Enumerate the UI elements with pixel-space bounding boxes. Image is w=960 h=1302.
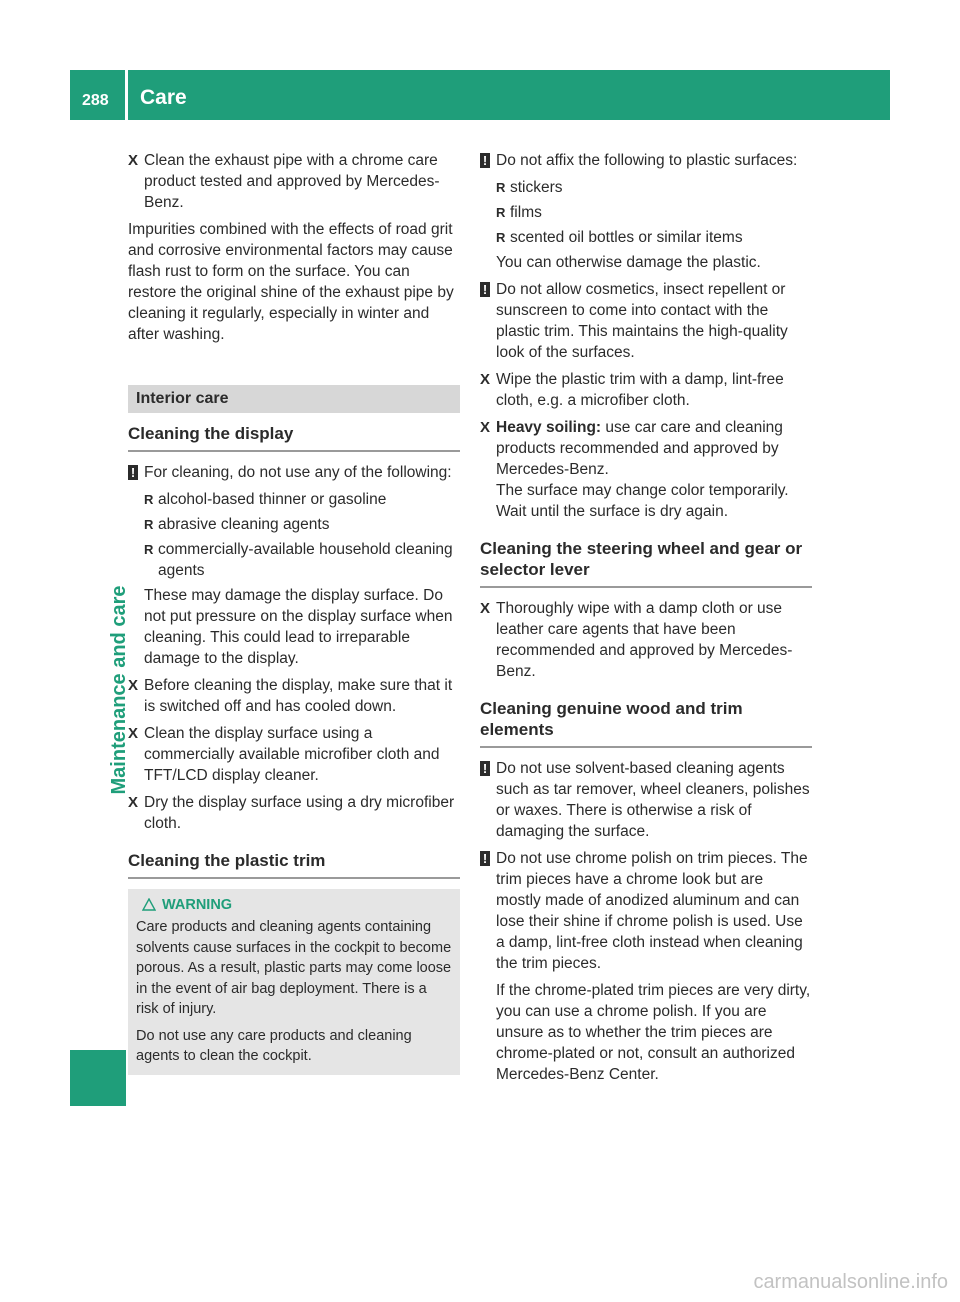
interior-care-heading: Interior care (128, 385, 460, 413)
cleaning-plastic-heading: Cleaning the plastic trim (128, 840, 460, 879)
warning-text-instruction: Do not use any care products and cleaning agents to clean the cockpit. (136, 1027, 412, 1064)
step-marker-icon: X (128, 677, 139, 694)
step-marker-icon: X (128, 794, 139, 811)
note-text: For cleaning, do not use any of the following: (144, 464, 452, 481)
note-icon: ! (480, 761, 490, 776)
left-column (128, 150, 460, 1075)
bullet-icon: R (144, 492, 154, 507)
right-column (480, 150, 812, 1091)
list-item-text: alcohol-based thinner or gasoline (158, 491, 387, 508)
step-text: Clean the display surface using a commercially available microfiber cloth and TFT/LCD display cleaner. (144, 725, 440, 784)
step-wipe-steering (480, 598, 812, 682)
note-icon: ! (480, 851, 490, 866)
section-title: Care (140, 86, 187, 109)
step-wipe-plastic (480, 369, 812, 411)
step-clean-exhaust (128, 150, 460, 213)
wood-note-solvent (480, 758, 812, 842)
list-item (128, 489, 460, 510)
note-icon: ! (480, 282, 490, 297)
affix-damage-text: You can otherwise damage the plastic. (496, 254, 761, 271)
step-before-cleaning (128, 675, 460, 717)
list-item (480, 202, 812, 223)
note-icon: ! (128, 465, 138, 480)
list-item (128, 514, 460, 535)
step-text: Before cleaning the display, make sure that it is switched off and has cooled down. (144, 677, 453, 715)
side-tab-marker (70, 1050, 126, 1106)
step-text: Dry the display surface using a dry microfiber cloth. (144, 794, 455, 832)
note-text: Do not affix the following to plastic surfaces: (496, 152, 798, 169)
step-marker-icon: X (480, 600, 491, 617)
page-number: 288 (82, 92, 109, 109)
warning-header (136, 897, 452, 913)
list-item (480, 177, 812, 198)
bullet-icon: R (496, 205, 506, 220)
heavy-soiling-extra: The surface may change color temporarily. Wait until the surface is dry again. (496, 482, 789, 520)
bullet-icon: R (496, 180, 506, 195)
watermark: carmanualsonline.info (753, 1271, 948, 1293)
step-clean-display (128, 723, 460, 786)
step-heavy-soiling (480, 417, 812, 522)
list-item-text: films (510, 204, 542, 221)
list-item-text: scented oil bottles or similar items (510, 229, 743, 246)
step-text: Wipe the plastic trim with a damp, lint-free cloth, e.g. a microfiber cloth. (496, 371, 784, 409)
list-item-text: abrasive cleaning agents (158, 516, 330, 533)
warning-text: Care products and cleaning agents containing solvents cause surfaces in the cockpit to become porous. As a result, plastic parts may come loose in the event of air bag deployment. There is a risk of injury. (136, 919, 452, 1017)
step-marker-icon: X (128, 152, 139, 169)
step-marker-icon: X (480, 371, 491, 388)
paragraph-impurities: Impurities combined with the effects of road grit and corrosive environmental factors may cause flash rust to form on the surface. You can restore the original shine of the exhaust pipe by cleaning it regularly, especially in winter and after washing. (128, 221, 454, 343)
chrome-plated-paragraph: If the chrome-plated trim pieces are very dirty, you can use a chrome polish. If you are unsure as to whether the trim pieces are chrome-plated or not, consult an authorized Mercedes-Benz Center. (496, 982, 811, 1083)
steering-wheel-heading: Cleaning the steering wheel and gear or selector lever (480, 528, 812, 588)
header-divider (125, 70, 128, 120)
warning-title: WARNING (162, 897, 233, 913)
list-item-text: stickers (510, 179, 563, 196)
wood-trim-heading: Cleaning genuine wood and trim elements (480, 688, 812, 748)
note-icon: ! (480, 153, 490, 168)
heavy-soiling-text: use car care and cleaning products recommended and approved by Mercedes-Benz. (496, 419, 783, 478)
step-marker-icon: X (128, 725, 139, 742)
display-damage-text: These may damage the display surface. Do not put pressure on the display surface when cleaning. This could lead to irreparable damage to the display. (144, 587, 453, 667)
bullet-icon: R (496, 230, 506, 245)
note-text: Do not use solvent-based cleaning agents such as tar remover, wheel cleaners, polishes or waxes. There is otherwise a risk of damaging the surface. (496, 760, 810, 840)
note-text: Do not use chrome polish on trim pieces. The trim pieces have a chrome look but are mostly made of anodized aluminum and can lose their shine if chrome polish is used. Use a damp, lint-free cloth instead when cleaning the trim pieces. (496, 850, 808, 972)
step-text: Clean the exhaust pipe with a chrome care product tested and approved by Mercedes-Benz. (144, 152, 440, 211)
header-bar (70, 70, 890, 120)
warning-box (128, 889, 460, 1075)
wood-note-chrome (480, 848, 812, 974)
step-text: Thoroughly wipe with a damp cloth or use leather care agents that have been recommended and approved by Mercedes-Benz. (496, 600, 793, 680)
cleaning-display-heading: Cleaning the display (128, 413, 460, 452)
warning-triangle-icon (142, 898, 156, 911)
list-item (480, 227, 812, 248)
step-dry-display (128, 792, 460, 834)
step-marker-icon: X (480, 419, 491, 436)
list-item-text: commercially-available household cleaning agents (158, 541, 453, 579)
bullet-icon: R (144, 542, 154, 557)
list-item (128, 539, 460, 581)
cosmetics-note (480, 279, 812, 363)
display-note (128, 462, 460, 483)
note-text: Do not allow cosmetics, insect repellent or sunscreen to come into contact with the plastic trim. This maintains the high-quality look of the surfaces. (496, 281, 788, 361)
heavy-soiling-label: Heavy soiling: (496, 419, 602, 436)
affix-note (480, 150, 812, 171)
bullet-icon: R (144, 517, 154, 532)
